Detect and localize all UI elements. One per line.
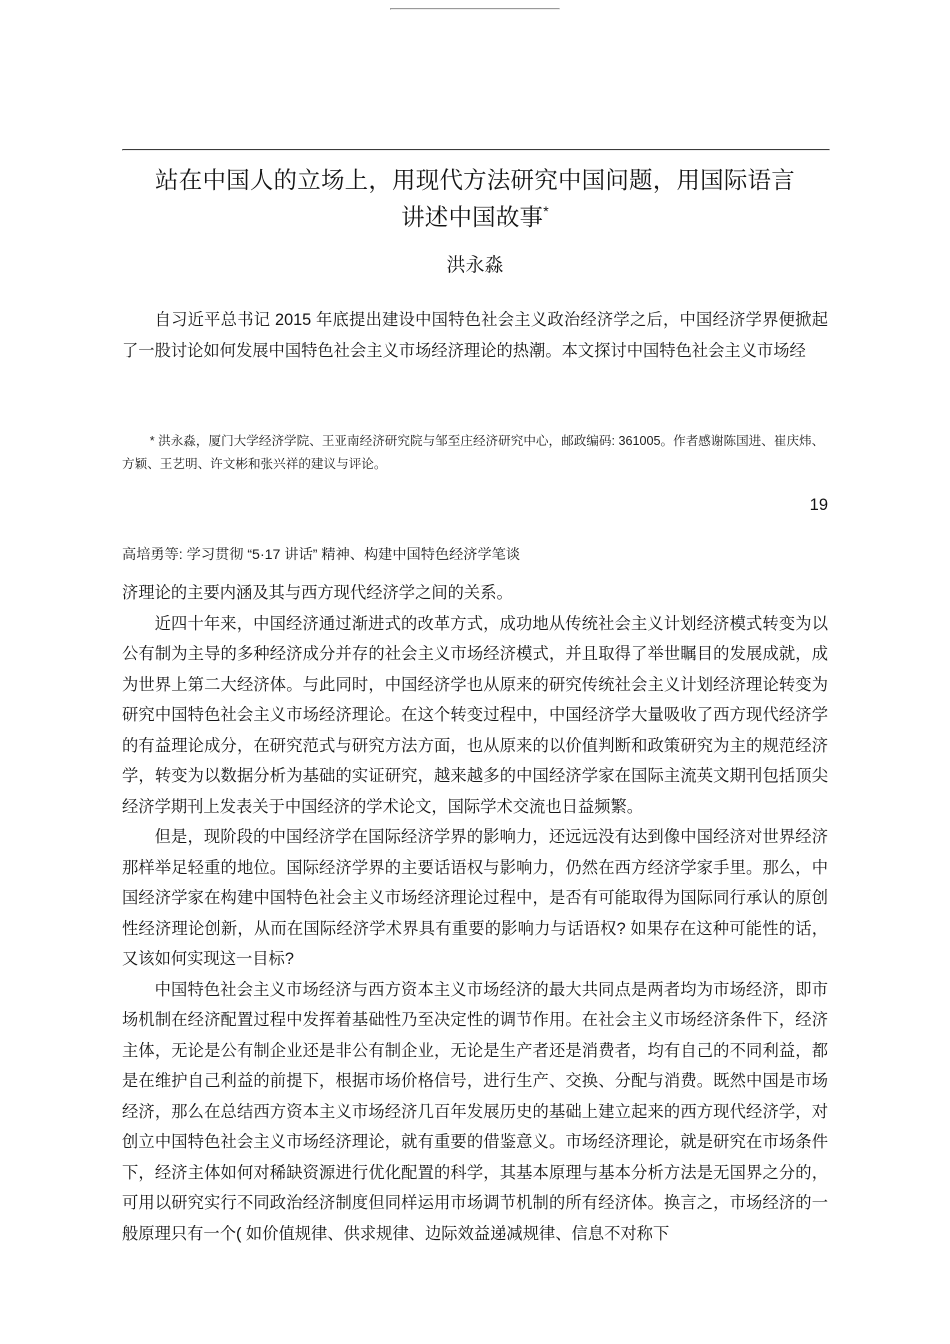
author-name: 洪永淼 bbox=[446, 255, 504, 276]
body-paragraph: 中国特色社会主义市场经济与西方资本主义市场经济的最大共同点是两者均为市场经济，即市场机制在经济配置过程中发挥着基础性乃至决定性的调节作用。在社会主义市场经济条件下，经济主体，无论是公有制企业还是非公有制企业，无论是生产者还是消费者，均有自己的不同利益，都是在维护自己利益的前提下，根据市场价格信号，进行生产、交换、分配与消费。既然中国是市场经济，那么在总结西方资本主义市场经济几百年发展历史的基础上建立起来的西方现代经济学，对创立中国特色社会主义市场经济理论，就有重要的借鉴意义。市场经济理论，就是研究在市场条件下，经济主体如何对稀缺资源进行优化配置的科学，其基本原理与基本分析方法是无国界之分的，可用以研究实行不同政治经济制度但同样运用市场调节机制的所有经济体。换言之，市场经济的一般原理只有一个( 如价值规律、供求规律、边际效益递减规律、信息不对称下 bbox=[122, 980, 828, 1243]
body-paragraph: 济理论的主要内涵及其与西方现代经济学之间的关系。 bbox=[122, 584, 513, 602]
body-paragraph: 但是，现阶段的中国经济学在国际经济学界的影响力，还远远没有达到像中国经济对世界经济那样举足轻重的地位。国际经济学界的主要话语权与影响力，仍然在西方经济学家手里。那么，中国经济学家在构建中国特色社会主义市场经济理论过程中，是否有可能取得为国际同行承认的原创性经济理论创新，从而在国际经济学术界具有重要的影响力与话语权? 如果存在这种可能性的话，又该如何实现这一目标? bbox=[122, 828, 828, 968]
footnote-block bbox=[122, 430, 828, 476]
running-header: 高培勇等: 学习贯彻 “5·17 讲话” 精神、构建中国特色经济学笔谈 bbox=[122, 547, 521, 563]
abstract-paragraph: 自习近平总书记 2015 年底提出建设中国特色社会主义政治经济学之后，中国经济学界便掀起了一股讨论如何发展中国特色社会主义市场经济理论的热潮。本文探讨中国特色社会主义市场经 bbox=[122, 311, 828, 360]
page-title-text: 站在中国人的立场上，用现代方法研究中国问题，用国际语言讲述中国故事 bbox=[155, 167, 795, 230]
abstract-block bbox=[122, 305, 828, 366]
footnote-separator-rule bbox=[390, 8, 560, 10]
author-block bbox=[122, 252, 828, 280]
page-title bbox=[122, 162, 828, 236]
title-block bbox=[122, 162, 828, 236]
title-footnote-marker: * bbox=[543, 203, 549, 220]
footnote-line-2: 方颖、王艺明、许文彬和张兴祥的建议与评论。 bbox=[122, 457, 387, 471]
page-number: 19 bbox=[809, 496, 828, 514]
body-text-block bbox=[122, 578, 828, 1249]
header-divider-rule bbox=[122, 149, 830, 151]
footnote-line-1: * 洪永淼，厦门大学经济学院、王亚南经济研究院与邹至庄经济研究中心，邮政编码: 361005。作者感谢陈国进、崔庆炜、 bbox=[149, 434, 825, 448]
body-paragraph: 近四十年来，中国经济通过渐进式的改革方式，成功地从传统社会主义计划经济模式转变为以公有制为主导的多种经济成分并存的社会主义市场经济模式，并且取得了举世瞩目的发展成就，成为世界上第二大经济体。与此同时，中国经济学也从原来的研究传统社会主义计划经济理论转变为研究中国特色社会主义市场经济理论。在这个转变过程中，中国经济学大量吸收了西方现代经济学的有益理论成分，在研究范式与研究方法方面，也从原来的以价值判断和政策研究为主的规范经济学，转变为以数据分析为基础的实证研究，越来越多的中国经济学家在国际主流英文期刊包括顶尖经济学期刊上发表关于中国经济的学术论文，国际学术交流也日益频繁。 bbox=[122, 614, 828, 816]
